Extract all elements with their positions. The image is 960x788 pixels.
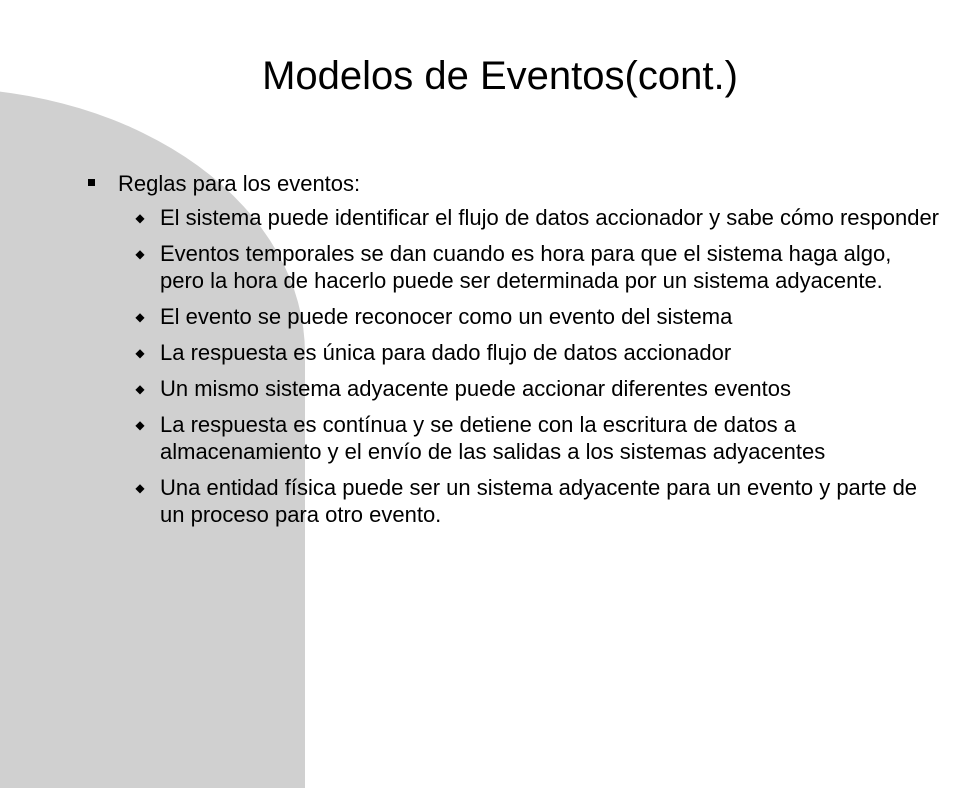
list-item	[0, 375, 960, 402]
list-item-text: La respuesta es contínua y se detiene con la escritura de datos a almacenamiento y el envío de las salidas a los sistemas adyacentes	[160, 412, 826, 464]
diamond-bullet-icon: ◆	[135, 211, 145, 225]
list-item	[0, 474, 960, 528]
bullet-heading	[0, 170, 960, 198]
diamond-bullet-icon: ◆	[135, 310, 145, 324]
diamond-bullet-icon: ◆	[135, 346, 145, 360]
bullet-heading-text: Reglas para los eventos:	[118, 171, 361, 196]
list-item-text: La respuesta es única para dado flujo de datos accionador	[160, 340, 732, 365]
list-item-text: Un mismo sistema adyacente puede accionar diferentes eventos	[160, 376, 792, 401]
slide-title: Modelos de Eventos(cont.)	[262, 54, 738, 98]
list-item-text: Una entidad física puede ser un sistema adyacente para un evento y parte de un proceso para otro evento.	[160, 475, 918, 527]
square-bullet-icon	[88, 179, 95, 186]
list-item	[0, 411, 960, 465]
list-item-text: El evento se puede reconocer como un evento del sistema	[160, 304, 733, 329]
diamond-bullet-icon: ◆	[135, 247, 145, 261]
list-item-text: Eventos temporales se dan cuando es hora para que el sistema haga algo, pero la hora de hacerlo puede ser determinada por un sistema adyacente.	[160, 241, 892, 293]
list-item	[0, 240, 960, 294]
list-item	[0, 303, 960, 330]
list-item-text: El sistema puede identificar el flujo de datos accionador y sabe cómo responder	[160, 205, 940, 230]
list-item	[0, 204, 960, 231]
diamond-bullet-icon: ◆	[135, 418, 145, 432]
diamond-bullet-icon: ◆	[135, 382, 145, 396]
slide-content	[0, 170, 960, 537]
diamond-bullet-icon: ◆	[135, 481, 145, 495]
list-item	[0, 339, 960, 366]
